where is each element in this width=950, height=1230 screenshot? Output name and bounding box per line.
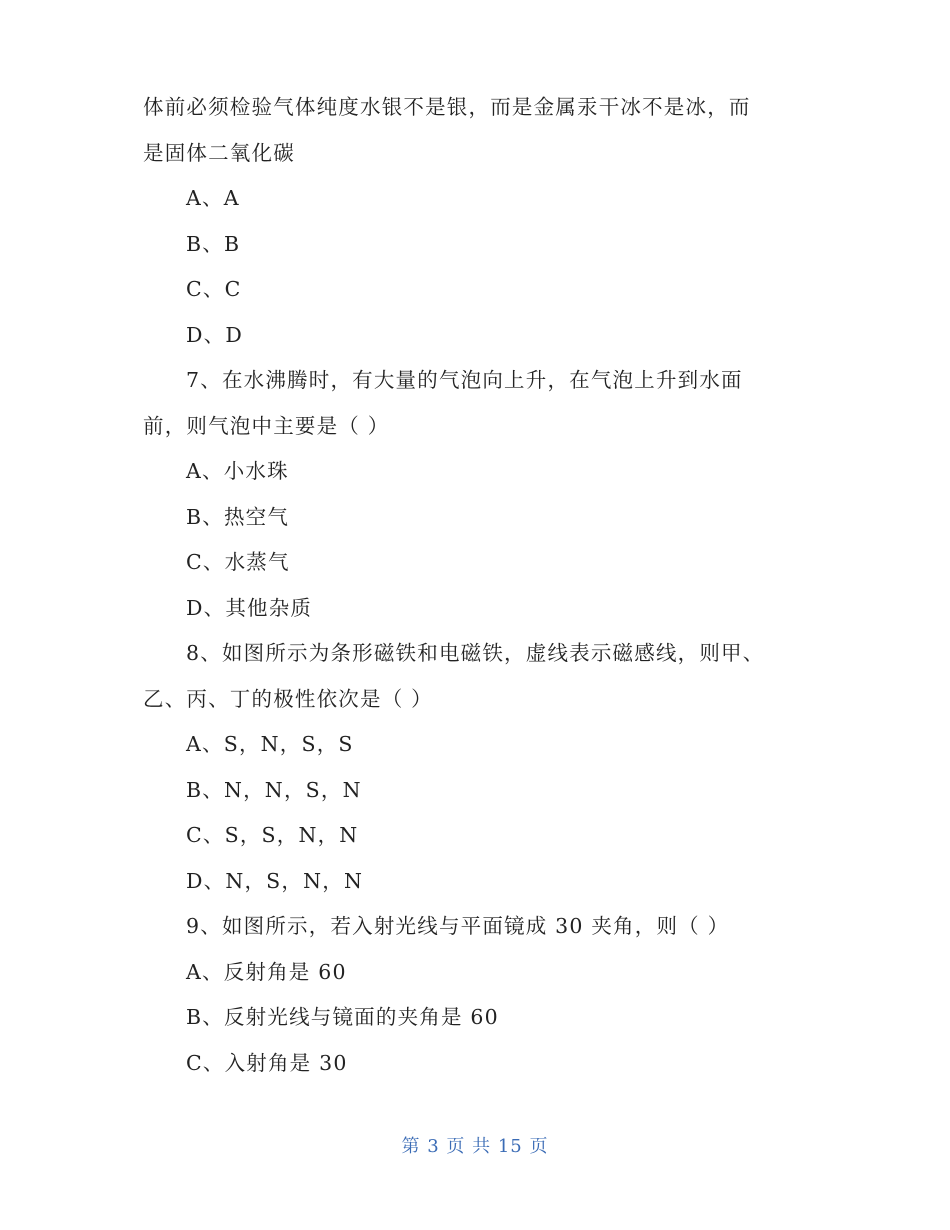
answer-option: A、S，N，S，S: [186, 732, 354, 756]
page-number-footer: 第 3 页 共 15 页: [401, 1136, 549, 1157]
answer-option: A、反射角是 60: [186, 959, 347, 984]
answer-option: A、A: [186, 186, 240, 210]
answer-option: B、N，N，S，N: [186, 777, 362, 802]
question-8-continued: 乙、丙、丁的极性依次是（ ）: [143, 686, 433, 711]
answer-option: D、N，S，N，N: [186, 868, 364, 893]
answer-option: C、入射角是 30: [186, 1050, 348, 1075]
answer-option: D、其他杂质: [186, 595, 313, 620]
document-body: [143, 85, 803, 1086]
answer-option: D、D: [186, 322, 243, 347]
text-line: 是固体二氧化碳: [143, 140, 295, 165]
answer-option: B、热空气: [186, 504, 290, 529]
answer-option: B、反射光线与镜面的夹角是 60: [186, 1005, 499, 1029]
answer-option: A、小水珠: [186, 459, 289, 483]
answer-option: B、B: [186, 231, 241, 256]
text-line: 体前必须检验气体纯度水银不是银，而是金属汞干冰不是冰，而: [143, 95, 751, 119]
answer-option: C、S，S，N，N: [186, 823, 359, 847]
question-7: 7、在水沸腾时，有大量的气泡向上升，在气泡上升到水面: [186, 368, 743, 392]
answer-option: C、C: [186, 277, 242, 301]
question-7-continued: 前，则气泡中主要是（ ）: [143, 413, 390, 438]
question-8: 8、如图所示为条形磁铁和电磁铁，虚线表示磁感线，则甲、: [186, 641, 765, 665]
answer-option: C、水蒸气: [186, 550, 290, 574]
question-9: 9、如图所示，若入射光线与平面镜成 30 夹角，则（ ）: [186, 914, 730, 938]
